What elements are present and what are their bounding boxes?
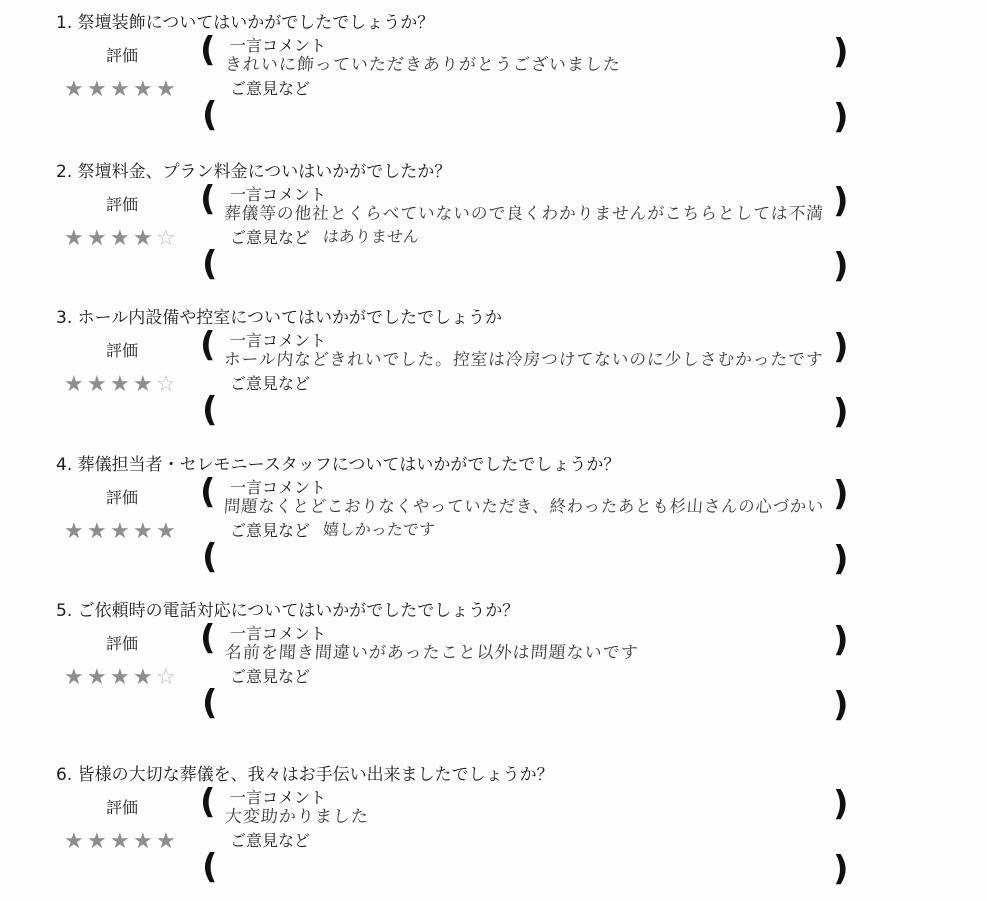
- opinion-paren-open: (: [202, 244, 218, 284]
- star-filled-icon: ★: [64, 829, 83, 854]
- question-title: 2. 祭壇料金、プラン料金についはいかがでしたか？: [56, 162, 452, 182]
- star-filled-icon: ★: [133, 665, 152, 690]
- star-rating: [64, 667, 179, 689]
- comment-paren-open: (: [200, 618, 216, 658]
- comment-paren-open: (: [200, 782, 216, 822]
- star-filled-icon: ★: [110, 226, 129, 251]
- comment-paren-close: ): [833, 784, 849, 824]
- star-filled-icon: ★: [87, 372, 106, 397]
- comment-label: 一言コメント: [230, 624, 327, 643]
- star-filled-icon: ★: [110, 829, 129, 854]
- comment-paren-close: ): [833, 32, 849, 72]
- star-filled-icon: ★: [110, 77, 129, 102]
- comment-paren-close: ): [833, 620, 849, 660]
- opinion-paren-open: (: [202, 683, 218, 723]
- star-filled-icon: ★: [87, 77, 106, 102]
- star-filled-icon: ★: [133, 226, 152, 251]
- star-filled-icon: ★: [110, 665, 129, 690]
- comment-text: 名前を聞き間違いがあったこと以外は問題ないです: [224, 643, 640, 663]
- opinion-label: ご意見など: [230, 667, 311, 686]
- star-filled-icon: ★: [156, 77, 175, 102]
- opinion-paren-close: ): [833, 97, 849, 137]
- star-empty-icon: ☆: [156, 665, 175, 690]
- opinion-text: はありません: [322, 227, 420, 246]
- comment-label: 一言コメント: [230, 185, 327, 204]
- star-filled-icon: ★: [64, 372, 83, 397]
- star-filled-icon: ★: [156, 519, 175, 544]
- question-title: 5. ご依頼時の電話対応についてはいかがでしたでしょうか？: [56, 601, 520, 621]
- star-filled-icon: ★: [133, 77, 152, 102]
- opinion-paren-close: ): [833, 392, 849, 432]
- eval-label: 評価: [106, 341, 139, 360]
- comment-label: 一言コメント: [230, 478, 327, 497]
- opinion-label: ご意見など: [230, 521, 311, 540]
- star-empty-icon: ☆: [156, 372, 175, 397]
- question-title: 1. 祭壇装飾についてはいかがでしたでしょうか？: [56, 13, 435, 33]
- star-rating: [64, 831, 179, 853]
- star-empty-icon: ☆: [156, 226, 175, 251]
- opinion-text: 嬉しかったです: [322, 520, 436, 539]
- star-filled-icon: ★: [64, 77, 83, 102]
- star-filled-icon: ★: [133, 372, 152, 397]
- question-title: 6. 皆様の大切な葬儀を、我々はお手伝い出来ましたでしょうか？: [56, 765, 554, 785]
- comment-paren-open: (: [200, 472, 216, 512]
- opinion-paren-close: ): [833, 849, 849, 889]
- comment-label: 一言コメント: [230, 36, 327, 55]
- opinion-paren-close: ): [833, 685, 849, 725]
- comment-paren-close: ): [833, 327, 849, 367]
- eval-label: 評価: [106, 798, 139, 817]
- opinion-paren-open: (: [202, 847, 218, 887]
- star-rating: [64, 228, 179, 250]
- star-filled-icon: ★: [156, 829, 175, 854]
- star-filled-icon: ★: [64, 226, 83, 251]
- comment-paren-close: ): [833, 474, 849, 514]
- star-filled-icon: ★: [110, 519, 129, 544]
- opinion-label: ご意見など: [230, 79, 311, 98]
- comment-text: 問題なくとどこおりなくやっていただき、終わったあとも杉山さんの心づかい: [223, 497, 825, 517]
- opinion-paren-close: ): [833, 246, 849, 286]
- opinion-paren-open: (: [202, 537, 218, 577]
- star-filled-icon: ★: [87, 519, 106, 544]
- star-filled-icon: ★: [110, 372, 129, 397]
- question-title: 3. ホール内設備や控室についてはいかがでしたでしょうか: [56, 308, 502, 328]
- eval-label: 評価: [106, 46, 139, 65]
- opinion-label: ご意見など: [230, 228, 311, 247]
- star-rating: [64, 374, 179, 396]
- star-filled-icon: ★: [87, 665, 106, 690]
- comment-paren-open: (: [200, 179, 216, 219]
- comment-text: ホール内などきれいでした。控室は冷房つけてないのに少しさむかったです: [223, 350, 825, 370]
- eval-label: 評価: [106, 488, 139, 507]
- opinion-paren-open: (: [202, 95, 218, 135]
- comment-text: 葬儀等の他社とくらべていないので良くわかりませんがこちらとしては不満: [223, 204, 825, 224]
- star-filled-icon: ★: [133, 829, 152, 854]
- star-filled-icon: ★: [64, 519, 83, 544]
- opinion-paren-open: (: [202, 390, 218, 430]
- eval-label: 評価: [106, 634, 139, 653]
- star-rating: [64, 79, 179, 101]
- star-filled-icon: ★: [87, 226, 106, 251]
- comment-paren-open: (: [200, 30, 216, 70]
- opinion-label: ご意見など: [230, 374, 311, 393]
- star-filled-icon: ★: [133, 519, 152, 544]
- opinion-label: ご意見など: [230, 831, 311, 850]
- question-title: 4. 葬儀担当者・セレモニースタッフについてはいかがでしたでしょうか？: [56, 455, 621, 475]
- opinion-paren-close: ): [833, 539, 849, 579]
- star-rating: [64, 521, 179, 543]
- star-filled-icon: ★: [64, 665, 83, 690]
- comment-text: きれいに飾っていただきありがとうございました: [224, 55, 622, 75]
- star-filled-icon: ★: [87, 829, 106, 854]
- comment-label: 一言コメント: [230, 331, 327, 350]
- comment-text: 大変助かりました: [224, 807, 370, 827]
- comment-paren-open: (: [200, 325, 216, 365]
- comment-label: 一言コメント: [230, 788, 327, 807]
- comment-paren-close: ): [833, 181, 849, 221]
- eval-label: 評価: [106, 195, 139, 214]
